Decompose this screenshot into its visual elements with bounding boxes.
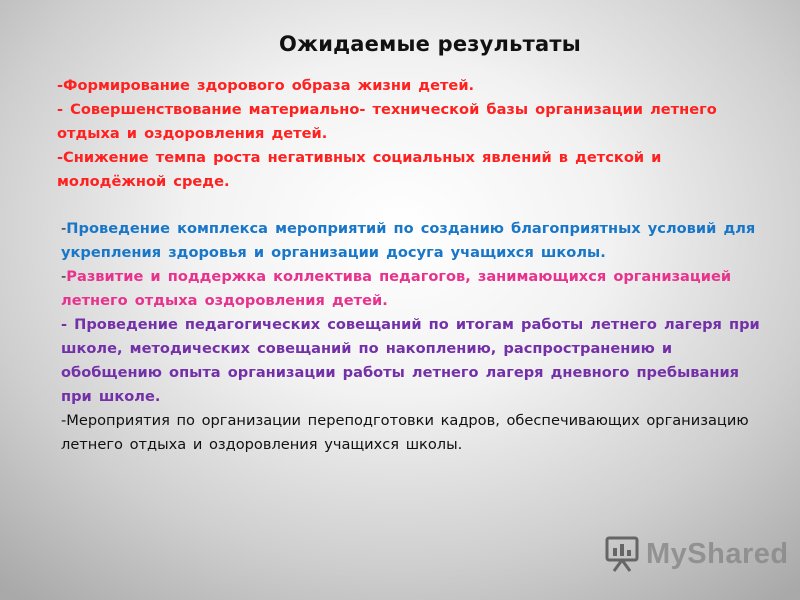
result-item: -Снижение темпа роста негативных социальных явлений в детской и молодёжной среде. [57, 149, 662, 190]
results-group-secondary [61, 217, 766, 457]
watermark-logo [604, 534, 789, 574]
results-group-primary [57, 74, 757, 194]
result-item: - Совершенствование материально- технической базы организации летнего отдыха и оздоровления детей. [57, 101, 717, 142]
result-item: -Мероприятия по организации переподготовки кадров, обеспечивающих организацию летнего отдыха и оздоровления учащихся школы. [61, 412, 749, 453]
slide-title: Ожидаемые результаты [279, 32, 581, 56]
result-item: - Проведение педагогических совещаний по итогам работы летнего лагеря при школе, методических совещаний по накоплению, распространению и обобщению опыта организации работы летнего лагеря дневного пребывания при школе. [61, 316, 760, 405]
result-item: -Развитие и поддержка коллектива педагогов, занимающихся организацией летнего отдыха оздоровления детей. [61, 268, 732, 309]
result-item: -Проведение комплекса мероприятий по созданию благоприятных условий для укрепления здоровья и организации досуга учащихся школы. [61, 220, 756, 261]
result-item: -Формирование здорового образа жизни детей. [57, 77, 475, 94]
presentation-board-icon [604, 535, 640, 573]
logo-text: MyShared [646, 537, 789, 570]
